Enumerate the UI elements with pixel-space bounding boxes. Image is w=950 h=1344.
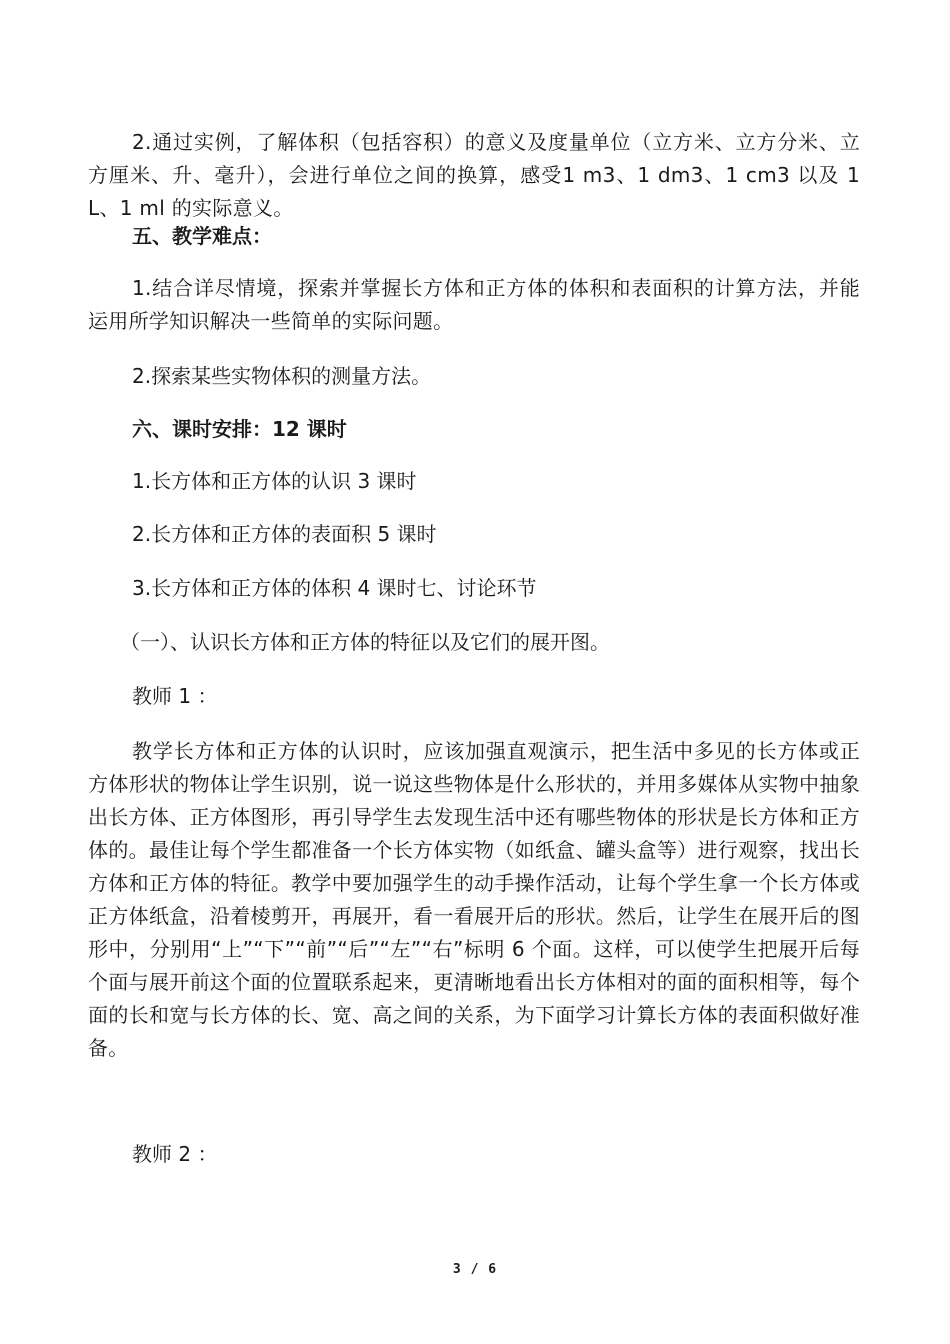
teacher-1-paragraph: 教学长方体和正方体的认识时，应该加强直观演示，把生活中多见的长方体或正方体形状的物体让学生识别，说一说这些物体是什么形状的，并用多媒体从实物中抽象出长方体、正方体图形，再引导学生去发现生活中还有哪些物体的形状是长方体和正方体的。最佳让每个学生都准备一个长方体实物（如纸盒、罐头盒等）进行观察，找出长方体和正方体的特征。教学中要加强学生的动手操作活动，让每个学生拿一个长方体或正方体纸盒，沿着棱剪开，再展开，看一看展开后的形状。然后，让学生在展开后的图形中，分别用“上”“下”“前”“后”“左”“右”标明 6 个面。这样，可以使学生把展开后每个面与展开前这个面的位置联系起来，更清晰地看出长方体相对的面的面积相等，每个面的长和宽与长方体的长、宽、高之间的关系，为下面学习计算长方体的表面积做好准备。 xyxy=(88,739,860,1060)
difficulty-2-line: 2.探索某些实物体积的测量方法。 xyxy=(132,364,432,388)
teacher-1-label: 教师 1 ： xyxy=(132,684,218,708)
schedule-1-line: 1.长方体和正方体的认识 3 课时 xyxy=(132,469,417,493)
teacher-2-label: 教师 2 ： xyxy=(132,1142,218,1166)
page-number: 3 / 6 xyxy=(452,1262,498,1277)
difficulty-heading: 五、教学难点： xyxy=(132,224,272,248)
section-1-line: （一）、认识长方体和正方体的特征以及它们的展开图。 xyxy=(120,630,610,654)
difficulty-1-paragraph: 1.结合详尽情境，探索并掌握长方体和正方体的体积和表面积的计算方法，并能运用所学知识解决一些简单的实际问题。 xyxy=(88,276,860,333)
schedule-3-line: 3.长方体和正方体的体积 4 课时七、讨论环节 xyxy=(132,576,537,600)
goal-2-paragraph: 2.通过实例，了解体积（包括容积）的意义及度量单位（立方米、立方分米、立方厘米、升、毫升），会进行单位之间的换算，感受1 m3、1 dm3、1 cm3 以及 1 L、1 ml 的实际意义。 xyxy=(88,130,860,220)
schedule-heading: 六、课时安排：12 课时 xyxy=(132,417,347,441)
schedule-2-line: 2.长方体和正方体的表面积 5 课时 xyxy=(132,522,437,546)
